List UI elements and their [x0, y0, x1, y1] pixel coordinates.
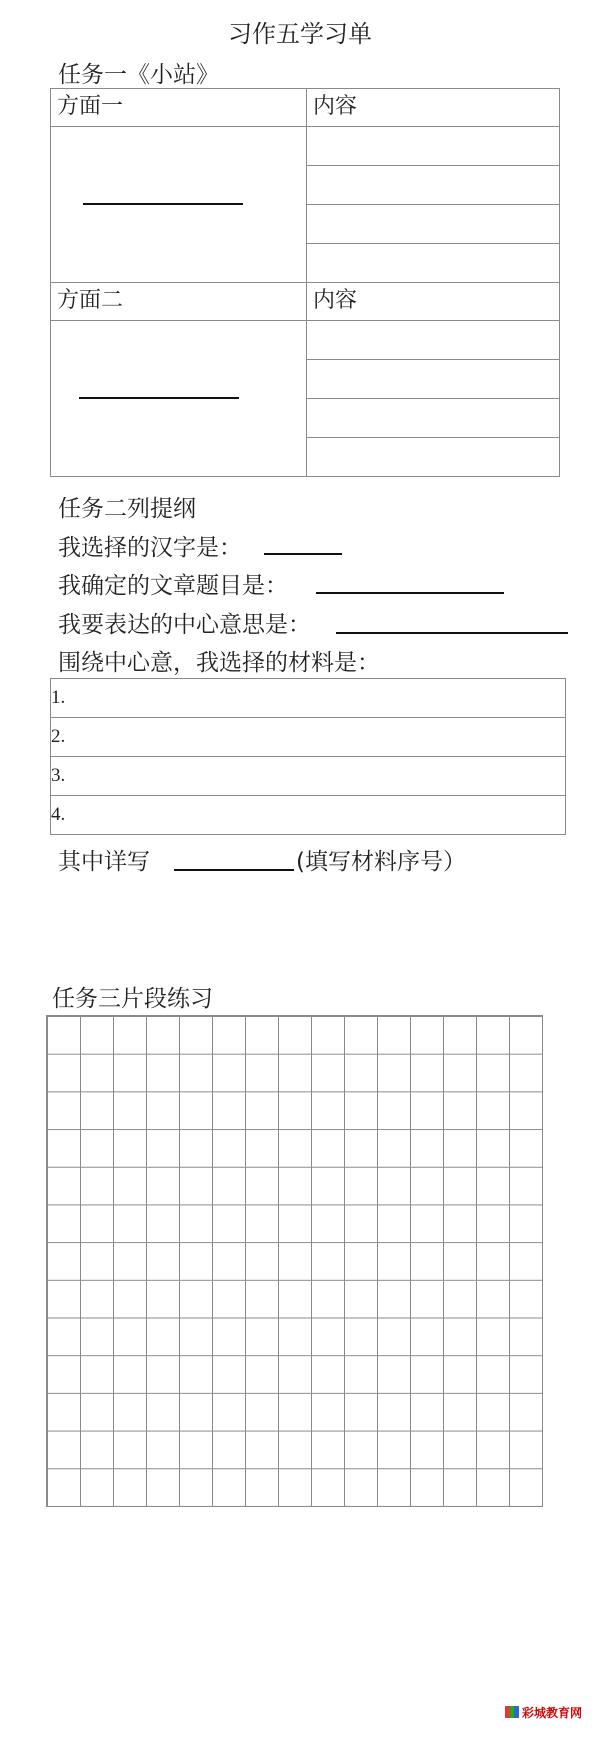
- page-title: 习作五学习单: [228, 20, 372, 48]
- material-item-4[interactable]: 4.: [51, 796, 566, 835]
- materials-intro-label: 围绕中心意，我选择的材料是：: [58, 650, 380, 676]
- task1-table: [50, 88, 560, 477]
- content2-line[interactable]: [307, 399, 560, 438]
- content2-header: 内容: [307, 283, 560, 321]
- writing-grid[interactable]: [46, 1015, 543, 1507]
- article-title-blank[interactable]: [316, 592, 504, 594]
- content1-header: 内容: [307, 89, 560, 127]
- aspect1-blank[interactable]: [83, 203, 243, 205]
- aspect1-header: 方面一: [51, 89, 307, 127]
- task2-heading: 任务二列提纲: [58, 496, 196, 522]
- aspect2-answer-cell[interactable]: [51, 321, 307, 477]
- site-logo: [505, 1704, 582, 1721]
- material-item-2[interactable]: 2.: [51, 718, 566, 757]
- chosen-character-blank[interactable]: [264, 553, 342, 555]
- aspect2-header: 方面二: [51, 283, 307, 321]
- aspect1-answer-cell[interactable]: [51, 127, 307, 283]
- content1-line[interactable]: [307, 205, 560, 244]
- content1-line[interactable]: [307, 244, 560, 283]
- logo-text: 彩城教育网: [521, 1706, 582, 1720]
- material-item-1[interactable]: 1.: [51, 679, 566, 718]
- detail-prefix-label: 其中详写: [58, 849, 150, 875]
- central-idea-label: 我要表达的中心意思是：: [58, 612, 311, 638]
- task1-heading: 任务一《小站》: [58, 62, 219, 88]
- material-item-3[interactable]: 3.: [51, 757, 566, 796]
- detail-suffix-label: (填写材料序号）: [296, 849, 466, 875]
- task3-heading: 任务三片段练习: [52, 986, 213, 1012]
- article-title-label: 我确定的文章题目是：: [58, 573, 288, 599]
- central-idea-blank[interactable]: [336, 632, 568, 634]
- logo-icon: [505, 1706, 519, 1718]
- detail-number-blank[interactable]: [174, 869, 294, 871]
- content1-line[interactable]: [307, 166, 560, 205]
- content2-line[interactable]: [307, 360, 560, 399]
- content1-line[interactable]: [307, 127, 560, 166]
- chosen-character-label: 我选择的汉字是：: [58, 535, 242, 561]
- aspect2-blank[interactable]: [79, 397, 239, 399]
- materials-table: [50, 678, 566, 835]
- content2-line[interactable]: [307, 321, 560, 360]
- content2-line[interactable]: [307, 438, 560, 477]
